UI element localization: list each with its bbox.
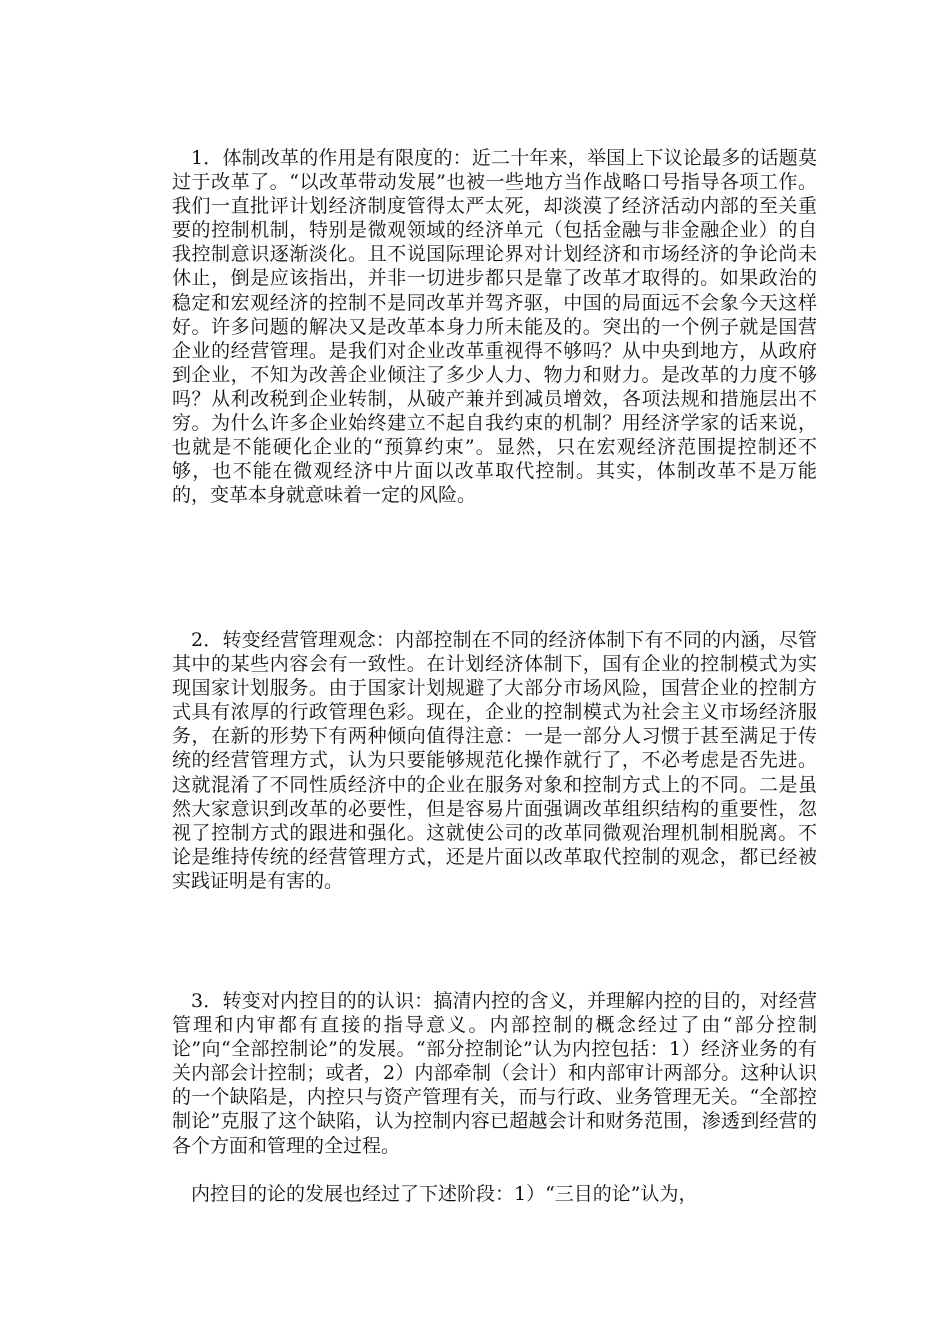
paragraph-2: 2．转变经营管理观念：内部控制在不同的经济体制下有不同的内涵，尽管其中的某些内容会有一致性。在计划经济体制下，国有企业的控制模式为实现国家计划服务。由于国家计划规避了大部分市场风险，国营企业的控制方式具有浓厚的行政管理色彩。现在，企业的控制模式为社会主义市场经济服务，在新的形势下有两种倾向值得注意：一是一部分人习惯于甚至满足于传统的经营管理方式，认为只要能够规范化操作就行了，不必考虑是否先进。这就混淆了不同性质经济中的企业在服务对象和控制方式上的不同。二是虽然大家意识到改革的必要性，但是容易片面强调改革组织结构的重要性，忽视了控制方式的跟进和强化。这就使公司的改革同微观治理机制相脱离。不论是维持传统的经营管理方式，还是片面以改革取代控制的观念，都已经被实践证明是有害的。 [172,629,817,892]
paragraph-4: 内控目的论的发展也经过了下述阶段：1）“三目的论”认为， [191,1183,698,1205]
paragraph-3: 3．转变对内控目的的认识：搞清内控的含义，并理解内控的目的，对经营管理和内审都有直接的指导意义。内部控制的概念经过了由“部分控制论”向“全部控制论”的发展。“部分控制论”认为内控包括：1）经济业务的有关内部会计控制；或者，2）内部牵制（会计）和内部审计两部分。这种认识的一个缺陷是，内控只与资产管理有关，而与行政、业务管理无关。“全部控制论”克服了这个缺陷，认为控制内容已超越会计和财务范围，渗透到经营的各个方面和管理的全过程。 [172,990,817,1157]
paragraph-1: 1．体制改革的作用是有限度的：近二十年来，举国上下议论最多的话题莫过于改革了。“以改革带动发展”也被一些地方当作战略口号指导各项工作。我们一直批评计划经济制度管得太严太死，却淡漠了经济活动内部的至关重要的控制机制，特别是微观领域的经济单元（包括金融与非金融企业）的自我控制意识逐渐淡化。且不说国际理论界对计划经济和市场经济的争论尚未休止，倒是应该指出，并非一切进步都只是靠了改革才取得的。如果政治的稳定和宏观经济的控制不是同改革并驾齐驱，中国的局面远不会象今天这样好。许多问题的解决又是改革本身力所未能及的。突出的一个例子就是国营企业的经营管理。是我们对企业改革重视得不够吗？从中央到地方，从政府到企业，不知为改善企业倾注了多少人力、物力和财力。是改革的力度不够吗？从利改税到企业转制，从破产兼并到减员增效，各项法规和措施层出不穷。为什么许多企业始终建立不起自我约束的机制？用经济学家的话来说，也就是不能硬化企业的“预算约束”。显然，只在宏观经济范围提控制还不够，也不能在微观经济中片面以改革取代控制。其实，体制改革不是万能的，变革本身就意味着一定的风险。 [172,147,817,507]
